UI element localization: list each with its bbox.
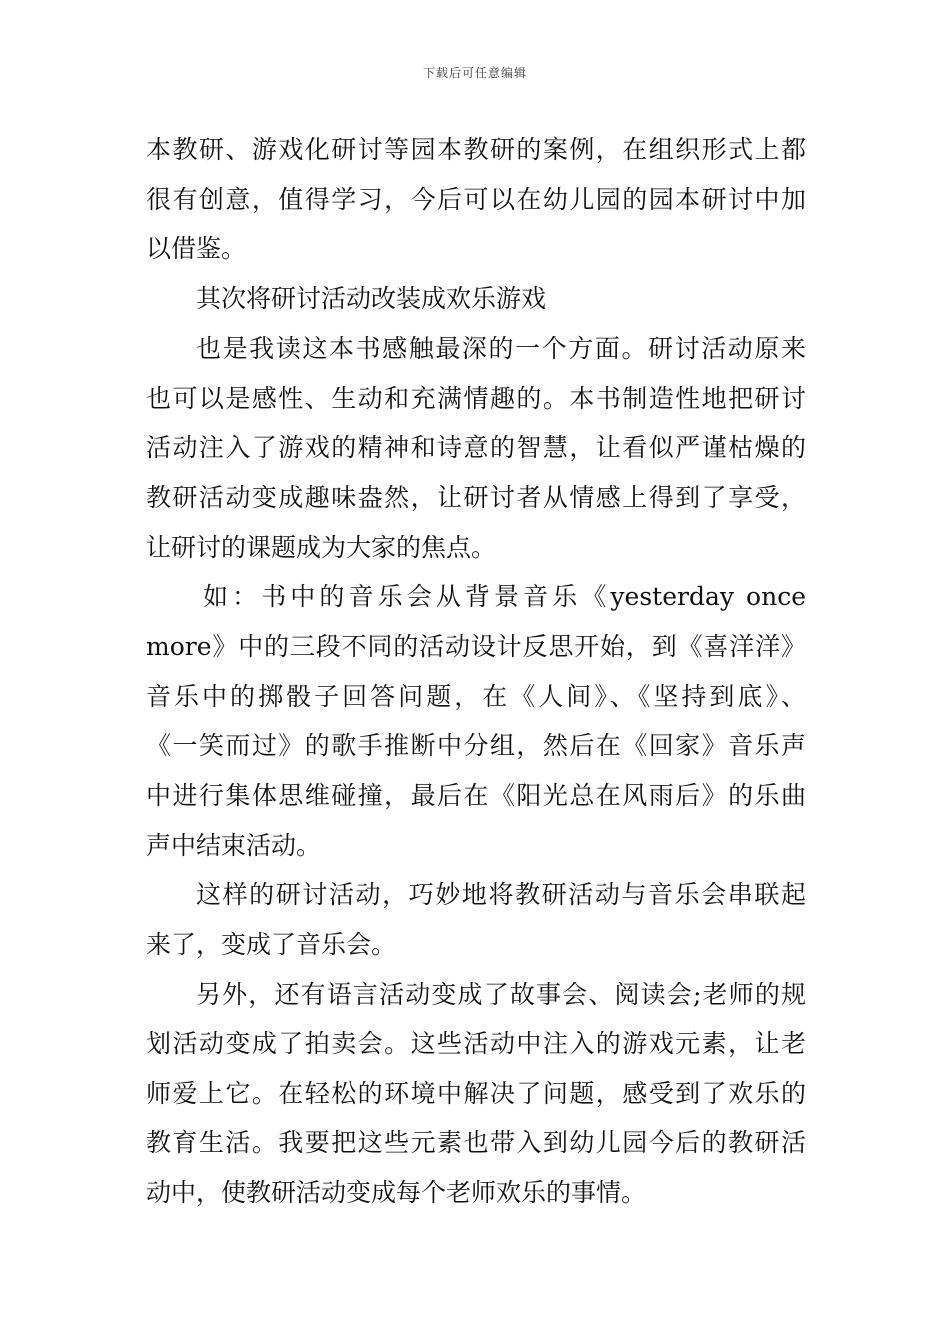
- page-header: 下载后可任意编辑: [422, 66, 527, 80]
- text-line: 音乐中的掷骰子回答问题，在《人间》、《坚持到底》、: [146, 682, 806, 711]
- text-line: 声中结束活动。: [146, 831, 322, 860]
- text-line: 让研讨的课题成为大家的焦点。: [146, 533, 497, 562]
- text-line: 以借鉴。: [146, 234, 247, 263]
- text-line: 《一笑而过》的歌手推断中分组，然后在《回家》音乐声: [146, 731, 806, 760]
- text-line: 动中，使教研活动变成每个老师欢乐的事情。: [146, 1178, 647, 1207]
- text-line: 也可以是感性、生动和充满情趣的。本书制造性地把研讨: [146, 384, 806, 413]
- section-heading: 其次将研讨活动改装成欢乐游戏: [196, 284, 547, 313]
- text-line: 很有创意，值得学习，今后可以在幼儿园的园本研讨中加: [146, 185, 806, 214]
- text-line: 活动注入了游戏的精神和诗意的智慧，让看似严谨枯燥的: [146, 433, 806, 462]
- text-line: more》中的三段不同的活动设计反思开始，到《喜洋洋》: [146, 632, 806, 661]
- text-line: 教研活动变成趣味盎然，让研讨者从情感上得到了享受，: [146, 483, 806, 512]
- text-line: 教育生活。我要把这些元素也带入到幼儿园今后的教研活: [146, 1128, 806, 1157]
- text-line: 另外，还有语言活动变成了故事会、阅读会;老师的规: [196, 980, 806, 1009]
- text-line: 这样的研讨活动，巧妙地将教研活动与音乐会串联起: [196, 880, 806, 909]
- text-line: 来了，变成了音乐会。: [146, 930, 397, 959]
- text-line: 中进行集体思维碰撞，最后在《阳光总在风雨后》的乐曲: [146, 781, 806, 810]
- text-line: 也是我读这本书感触最深的一个方面。研讨活动原来: [196, 334, 806, 363]
- text-line: 如：书中的音乐会从背景音乐《yesterday once: [203, 582, 806, 611]
- text-line: 划活动变成了拍卖会。这些活动中注入的游戏元素，让老: [146, 1029, 806, 1058]
- text-line: 师爱上它。在轻松的环境中解决了问题，感受到了欢乐的: [146, 1079, 806, 1108]
- text-line: 本教研、游戏化研讨等园本教研的案例，在组织形式上都: [146, 135, 806, 164]
